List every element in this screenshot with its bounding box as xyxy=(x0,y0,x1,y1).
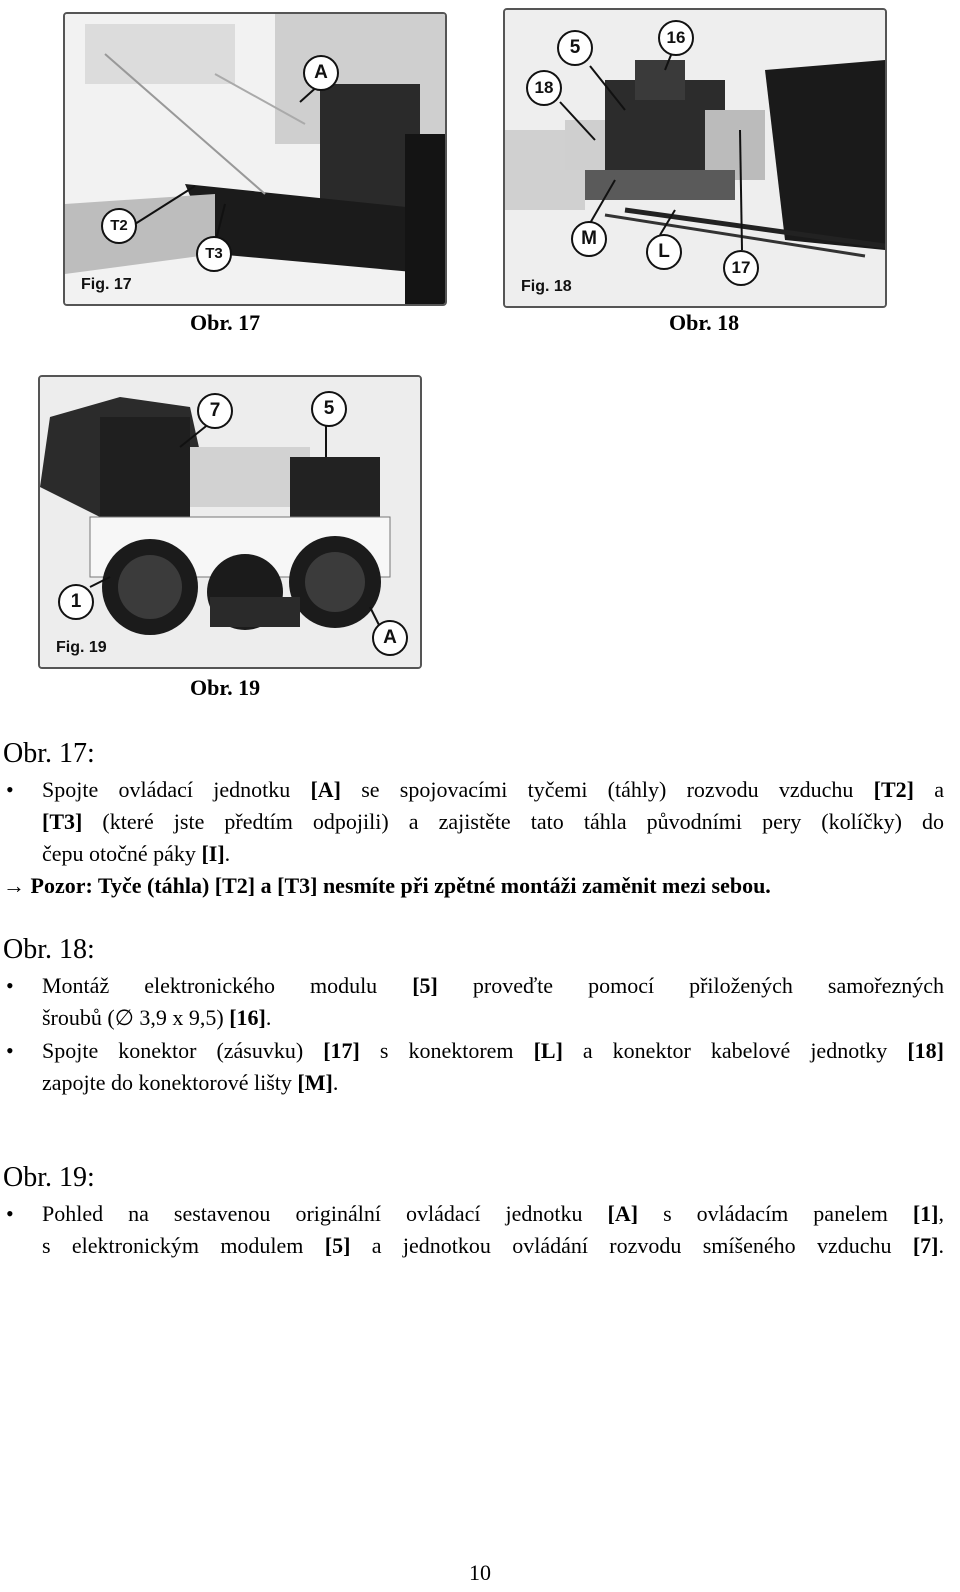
text-run: a jednotkou ovládání rozvodu smíšeného vzduchu xyxy=(350,1233,913,1258)
ref-5: [5] xyxy=(412,973,438,998)
text-run: , xyxy=(938,1201,944,1226)
callout-L: L xyxy=(646,234,682,270)
text-run: s ovládacím panelem xyxy=(638,1201,913,1226)
section-18-heading: Obr. 18: xyxy=(3,934,95,965)
figure-17-label: Fig. 17 xyxy=(81,276,132,293)
callout-1: 1 xyxy=(58,584,94,620)
figure-17-drawing xyxy=(65,14,445,304)
ref-17: [17] xyxy=(323,1038,360,1063)
section-18-bullet-2-line-1 xyxy=(42,1035,944,1067)
section-18-bullet-1-marker: • xyxy=(6,973,14,998)
section-17-bullet-1-line-2 xyxy=(42,806,944,838)
text-run: a xyxy=(914,777,945,802)
text-run: s konektorem xyxy=(359,1038,534,1063)
section-17-warning: → Pozor: Tyče (táhla) [T2] a [T3] nesmíte při zpětné montáži zaměnit mezi sebou. xyxy=(3,873,771,898)
text-run: Spojte ovládací jednotku xyxy=(42,777,311,802)
text-run: Pohled na sestavenou originální ovládací jednotku xyxy=(42,1201,608,1226)
text-run: . xyxy=(265,1005,272,1030)
callout-5-fig19: 5 xyxy=(311,391,347,427)
text-run: Montáž elektronického modulu xyxy=(42,973,413,998)
callout-16: 16 xyxy=(658,20,694,56)
text-run: Spojte konektor (zásuvku) xyxy=(42,1038,324,1063)
callout-17: 17 xyxy=(723,250,759,286)
ref-M: [M] xyxy=(297,1070,333,1095)
callout-18: 18 xyxy=(526,70,562,106)
text-run: čepu otočné páky xyxy=(42,841,202,866)
text-run: s elektronickým modulem xyxy=(42,1233,325,1258)
callout-7: 7 xyxy=(197,393,233,429)
text-run: . xyxy=(224,841,231,866)
section-18-bullet-2-marker: • xyxy=(6,1038,14,1063)
figure-17-photo xyxy=(63,12,447,306)
section-19-bullet-1-line-1 xyxy=(42,1198,944,1230)
text-run: . xyxy=(938,1233,944,1258)
ref-I: [I] xyxy=(201,841,225,866)
text-run: šroubů (∅ 3,9 x 9,5) xyxy=(42,1005,230,1030)
ref-A: [A] xyxy=(607,1201,639,1226)
section-18-bullet-1-line-2 xyxy=(42,1002,944,1034)
figure-17-caption: Obr. 17 xyxy=(190,310,261,335)
ref-L: [L] xyxy=(533,1038,563,1063)
section-17-bullet-1-marker: • xyxy=(6,777,14,802)
callout-T2: T2 xyxy=(101,208,137,244)
text-run: proveďte pomocí přiložených samořezných xyxy=(437,973,944,998)
figure-18-caption: Obr. 18 xyxy=(669,310,740,335)
text-run: (které jste předtím odpojili) a zajistěte tato táhla původními pery (kolíčky) do xyxy=(82,809,944,834)
section-19-heading: Obr. 19: xyxy=(3,1162,95,1193)
text-run: se spojovacími tyčemi (táhly) rozvodu vzduchu xyxy=(341,777,874,802)
section-17-heading: Obr. 17: xyxy=(3,738,95,769)
figure-18-photo xyxy=(503,8,887,308)
ref-A: [A] xyxy=(310,777,341,802)
ref-18: [18] xyxy=(907,1038,944,1063)
callout-T3: T3 xyxy=(196,236,232,272)
callout-M: M xyxy=(571,221,607,257)
callout-A-fig19: A xyxy=(372,620,408,656)
ref-T3: [T3] xyxy=(42,809,83,834)
figure-19-photo xyxy=(38,375,422,669)
callout-A: A xyxy=(303,55,339,91)
section-17-bullet-1-line-1 xyxy=(42,774,944,806)
section-19-bullet-1-marker: • xyxy=(6,1201,14,1226)
ref-16: [16] xyxy=(229,1005,266,1030)
figure-19-label: Fig. 19 xyxy=(56,639,107,656)
callout-5: 5 xyxy=(557,30,593,66)
figure-19-caption: Obr. 19 xyxy=(190,675,261,700)
ref-T2: [T2] xyxy=(873,777,914,802)
section-17-bullet-1-line-3 xyxy=(42,838,944,870)
ref-1: [1] xyxy=(912,1201,939,1226)
ref-5: [5] xyxy=(324,1233,351,1258)
text-run: zapojte do konektorové lišty xyxy=(42,1070,298,1095)
text-run: . xyxy=(332,1070,339,1095)
section-19-bullet-1-line-2 xyxy=(42,1230,944,1262)
page-number: 10 xyxy=(469,1560,491,1585)
section-18-bullet-1-line-1 xyxy=(42,970,944,1002)
section-18-bullet-2-line-2 xyxy=(42,1067,944,1099)
figure-18-label: Fig. 18 xyxy=(521,278,572,295)
ref-7: [7] xyxy=(912,1233,939,1258)
text-run: a konektor kabelové jednotky xyxy=(562,1038,908,1063)
